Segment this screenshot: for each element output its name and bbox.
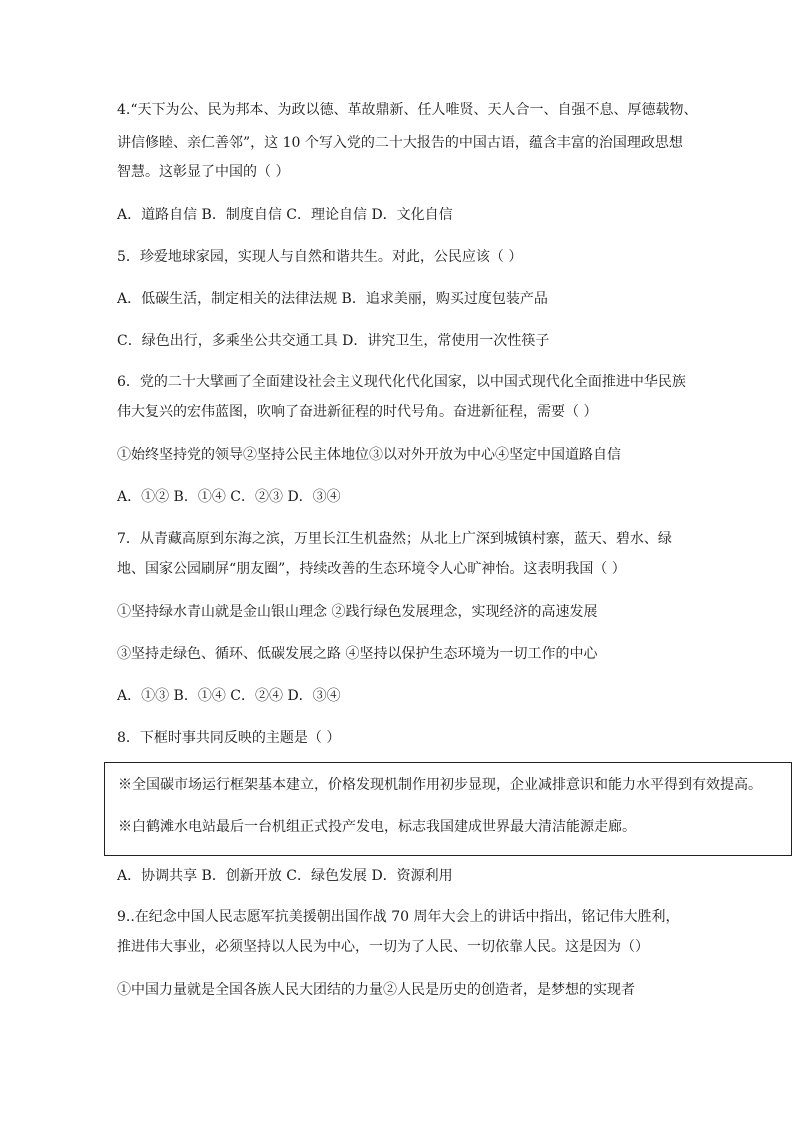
q6-stem-line-2: 伟大复兴的宏伟蓝图，吹响了奋进新征程的时代号角。奋进新征程，需要（ ）: [117, 404, 598, 420]
q8-news-box: [104, 762, 792, 856]
q4-stem-line-2: 讲信修睦、亲仁善邻”，这 10 个写入党的二十大报告的中国古语，蕴含丰富的治国理政思想: [117, 135, 683, 151]
q5-options-line-2: C．绿色出行，多乘坐公共交通工具 D．讲究卫生，常使用一次性筷子: [117, 333, 550, 349]
q8-news-item-2: ※白鹤滩水电站最后一台机组正式投产发电，标志我国建成世界最大清洁能源走廊。: [118, 819, 636, 835]
q6-items: ①始终坚持党的领导②坚持公民主体地位③以对外开放为中心④坚定中国道路自信: [117, 447, 621, 463]
q8-stem: 8．下框时事共同反映的主题是（ ）: [117, 730, 341, 746]
q7-stem-line-2: 地、国家公园刷屏“朋友圈”，持续改善的生态环境令人心旷神怡。这表明我国（ ）: [117, 561, 626, 577]
q4-stem-line-1: 4.“天下为公、民为邦本、为政以德、革故鼎新、任人唯贤、天人合一、自强不息、厚德载物、: [117, 102, 698, 118]
q4-options: A．道路自信 B．制度自信 C．理论自信 D．文化自信: [117, 207, 453, 223]
q6-stem-line-1: 6．党的二十大擘画了全面建设社会主义现代化代化国家，以中国式现代化全面推进中华民族: [117, 374, 686, 390]
q5-stem: 5．珍爱地球家园，实现人与自然和谐共生。对此，公民应该（ ）: [117, 249, 523, 265]
q7-items-line-2: ③坚持走绿色、循环、低碳发展之路 ④坚持以保护生态环境为一切工作的中心: [117, 646, 598, 662]
q6-options: A．①② B．①④ C．②③ D．③④: [117, 489, 341, 505]
q5-options-line-1: A．低碳生活，制定相关的法律法规 B．追求美丽，购买过度包装产品: [117, 291, 548, 307]
q9-stem-line-1: 9..在纪念中国人民志愿军抗美援朝出国作战 70 周年大会上的讲话中指出，铭记伟大胜利，: [117, 909, 680, 925]
q9-items-line-1: ①中国力量就是全国各族人民大团结的力量②人民是历史的创造者，是梦想的实现者: [117, 982, 635, 998]
q8-news-item-1: ※全国碳市场运行框架基本建立，价格发现机制作用初步显现，企业减排意识和能力水平得到有效提高。: [118, 777, 762, 793]
q8-options: A．协调共享 B．创新开放 C．绿色发展 D．资源利用: [117, 868, 453, 884]
q7-items-line-1: ①坚持绿水青山就是金山银山理念 ②践行绿色发展理念，实现经济的高速发展: [117, 604, 598, 620]
q7-stem-line-1: 7．从青藏高原到东海之滨，万里长江生机盎然；从北上广深到城镇村寨，蓝天、碧水、绿: [117, 531, 672, 547]
q7-options: A．①③ B．①④ C．②④ D．③④: [117, 688, 341, 704]
q9-stem-line-2: 推进伟大事业，必须坚持以人民为中心，一切为了人民、一切依靠人民。这是因为（）: [117, 939, 649, 955]
q4-stem-line-3: 智慧。这彰显了中国的（ ）: [117, 164, 290, 180]
